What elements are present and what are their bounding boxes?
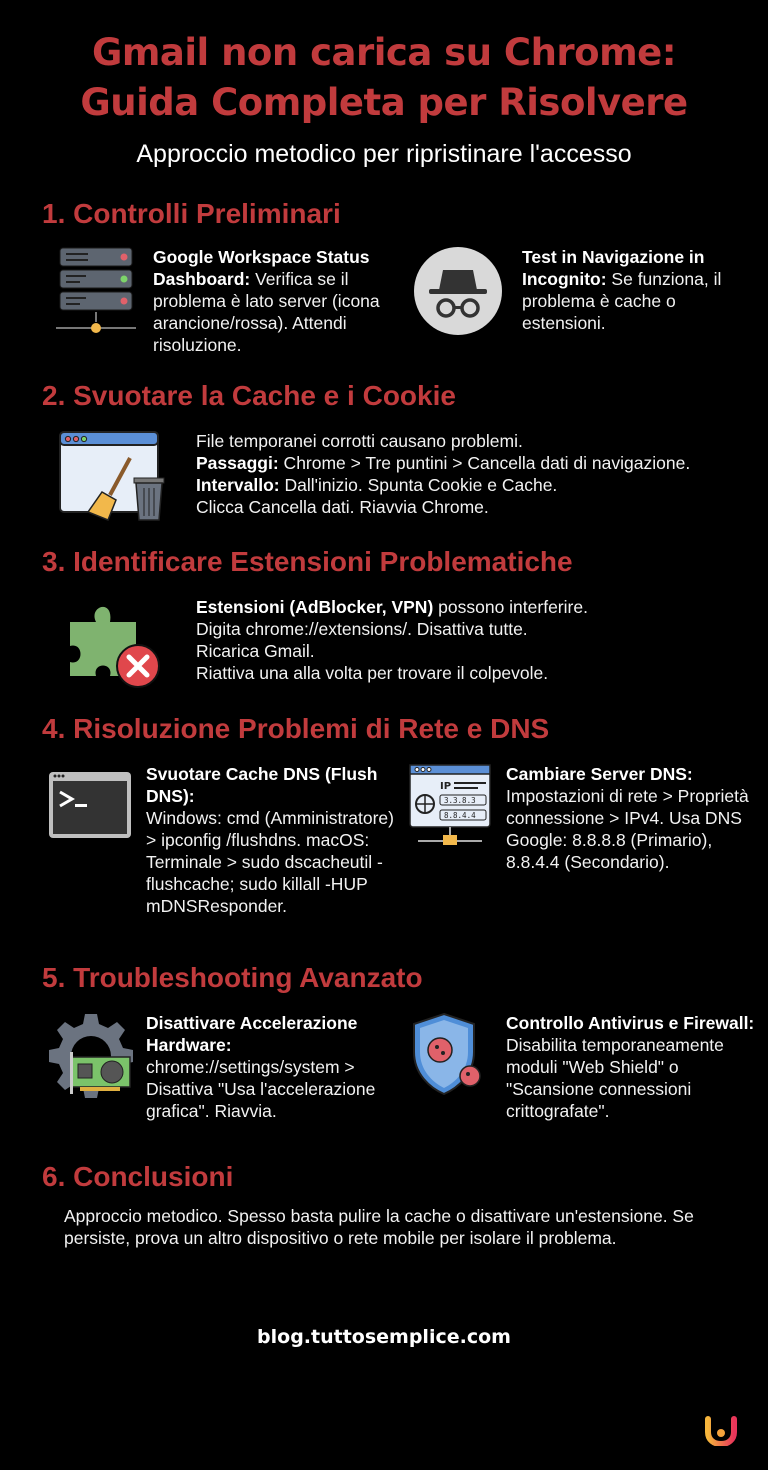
- terminal-icon: [48, 771, 132, 839]
- section-heading-5: 5. Troubleshooting Avanzato: [42, 962, 423, 993]
- cache-cookie-text: File temporanei corrotti causano problemi. Passaggi: Chrome > Tre puntini > Cancella dati di navigazione. Intervallo: Dall'inizio. Spunta Cookie e Cache. Clicca Cancella dati. Riavvia Chrome.: [196, 431, 691, 517]
- svg-text:IP: IP: [440, 781, 452, 792]
- svg-text:3.3.8.3: 3.3.8.3: [444, 796, 476, 805]
- footer-site-link[interactable]: blog.tuttosemplice.com: [257, 1326, 511, 1348]
- conclusion-text: Approccio metodico. Spesso basta pulire la cache o disattivare un'estensione. Se persiste, prova un altro dispositivo o rete mobile per isolare il problema.: [64, 1206, 694, 1248]
- title-line-2: Guida Completa per Risolvere: [80, 81, 688, 124]
- server-status-icon: [54, 246, 138, 338]
- section-heading-3: 3. Identificare Estensioni Problematiche: [42, 546, 573, 577]
- change-dns-text: Cambiare Server DNS: Impostazioni di rete > Proprietà connessione > IPv4. Usa DNS Google: 8.8.8.8 (Primario), 8.8.4.4 (Secondario).: [506, 764, 749, 872]
- flush-dns-text: Svuotare Cache DNS (Flush DNS): Windows: cmd (Amministratore) > ipconfig /flushdns. macOS: Terminale > sudo dscacheutil -flushcache; sudo killall -HUP mDNSResponder.: [146, 764, 394, 916]
- page-title: [0, 28, 768, 128]
- incognito-icon: [413, 246, 503, 336]
- section-heading-1: 1. Controlli Preliminari: [42, 198, 341, 229]
- browser-broom-trash-icon: [58, 430, 168, 522]
- subtitle: Approccio metodico per ripristinare l'accesso: [136, 140, 632, 168]
- antivirus-text: Controllo Antivirus e Firewall: Disabilita temporaneamente moduli "Web Shield" o "Scansione connessioni crittografate".: [506, 1013, 755, 1121]
- svg-text:8.8.4.4: 8.8.4.4: [444, 811, 476, 820]
- shield-virus-icon: [410, 1012, 490, 1098]
- tuttosemplice-logo-icon: [704, 1416, 738, 1446]
- hardware-acceleration-text: Disattivare Accelerazione Hardware: chrome://settings/system > Disattiva "Usa l'accelerazione grafica". Riavvia.: [146, 1013, 376, 1121]
- extensions-text: Estensioni (AdBlocker, VPN) possono interferire. Digita chrome://extensions/. Disattiva tutte. Ricarica Gmail. Riattiva una alla volta per trovare il colpevole.: [196, 597, 588, 683]
- section-heading-6: 6. Conclusioni: [42, 1161, 234, 1192]
- section-heading-2: 2. Svuotare la Cache e i Cookie: [42, 380, 456, 411]
- puzzle-error-icon: [66, 596, 162, 692]
- status-dashboard-text: Google Workspace Status Dashboard: Verifica se il problema è lato server (icona arancione/rossa). Attendi risoluzione.: [153, 247, 380, 355]
- title-line-1: Gmail non carica su Chrome:: [91, 31, 677, 74]
- dns-settings-icon: [408, 763, 492, 849]
- section-heading-4: 4. Risoluzione Problemi di Rete e DNS: [42, 713, 550, 744]
- incognito-text: Test in Navigazione in Incognito: Se funziona, il problema è cache o estensioni.: [522, 247, 722, 333]
- gear-gpu-icon: [48, 1012, 134, 1098]
